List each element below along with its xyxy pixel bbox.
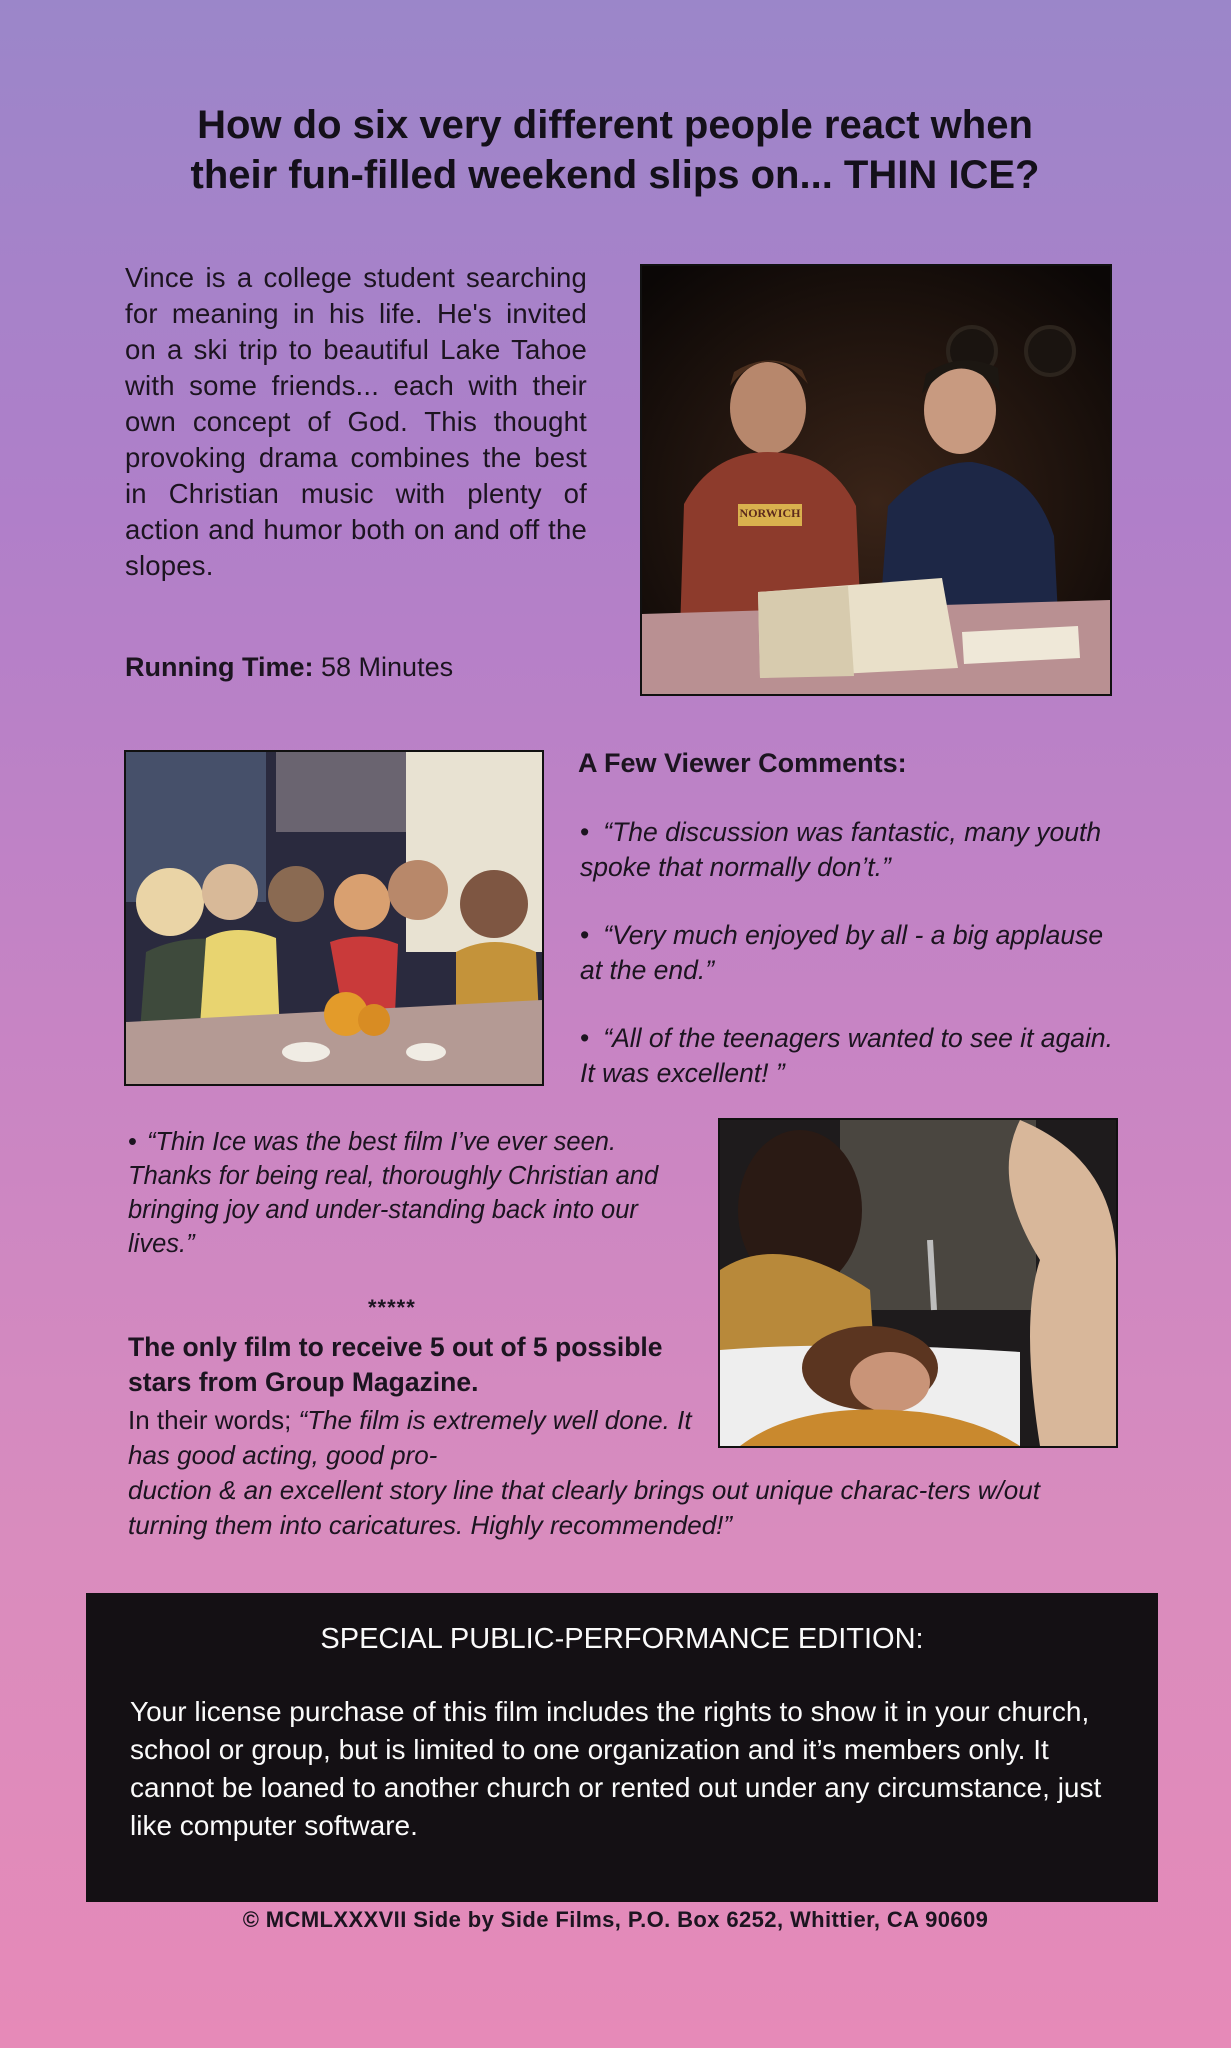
review-quote: “The film is extremely well done. It has good acting, good pro- (128, 1405, 692, 1470)
photo-hospital-scene-image (720, 1120, 1116, 1446)
comment-2 (580, 918, 1120, 988)
comment-text: “The discussion was fantastic, many youth spoke that normally don’t.” (580, 817, 1102, 882)
comment-1 (580, 815, 1120, 885)
copyright-footer: © MCMLXXXVII Side by Side Films, P.O. Box 6252, Whittier, CA 90609 (242, 1907, 989, 1932)
running-time-value: 58 Minutes (321, 652, 454, 682)
running-time-label: Running Time: (125, 652, 314, 682)
license-body: Your license purchase of this film includes the rights to show it in your church, school or group, but is limited to one organization and it’s members only. It cannot be loaned to another church or rented out under any circumstance, just like computer software. (130, 1696, 1102, 1841)
comment-3 (580, 1021, 1120, 1091)
shirt-text: NORWICH (739, 506, 801, 520)
license-title: SPECIAL PUBLIC-PERFORMANCE EDITION: (320, 1623, 924, 1655)
review-quote-rest: duction & an excellent story line that clearly brings out unique charac-ters w/out turning them into caricatures. Highly recommended!” (128, 1475, 1040, 1540)
bullet: • (580, 920, 590, 950)
license-box (86, 1593, 1158, 1902)
comment-text: “All of the teenagers wanted to see it again. It was excellent! ” (580, 1023, 1113, 1088)
headline-line-1: How do six very different people react when (197, 103, 1033, 147)
bullet: • (580, 1023, 590, 1053)
synopsis: Vince is a college student searching for meaning in his life. He's invited on a ski trip to beautiful Lake Tahoe with some friends... each with their own concept of God. This thought provoking drama combines the best in Christian music with plenty of action and humor both on and off the slopes. (125, 262, 587, 581)
photo-breakfast-group-image (126, 752, 542, 1084)
comments-title: A Few Viewer Comments: (578, 748, 907, 778)
headline-line-2: their fun-filled weekend slips on... THIN ICE? (190, 153, 1040, 197)
review-lead: In their words; (128, 1405, 292, 1435)
headline (60, 100, 1170, 200)
photo-breakfast-group (124, 750, 544, 1086)
bullet: • (580, 817, 590, 847)
bullet: • (128, 1128, 137, 1156)
running-time (125, 652, 453, 683)
photo-bible-study-image (642, 266, 1110, 694)
photo-hospital-scene (718, 1118, 1118, 1448)
review-headline: The only film to receive 5 out of 5 possible stars from Group Magazine. (128, 1332, 663, 1397)
comment-text: “Thin Ice was the best film I’ve ever seen. Thanks for being real, thoroughly Christian and bringing joy and under-standing back into our lives.” (128, 1128, 659, 1258)
star-rating: ***** (368, 1295, 416, 1320)
photo-bible-study (640, 264, 1112, 696)
comment-4 (128, 1125, 668, 1261)
comment-text: “Very much enjoyed by all - a big applause at the end.” (580, 920, 1104, 985)
review-quote-start (128, 1403, 708, 1473)
